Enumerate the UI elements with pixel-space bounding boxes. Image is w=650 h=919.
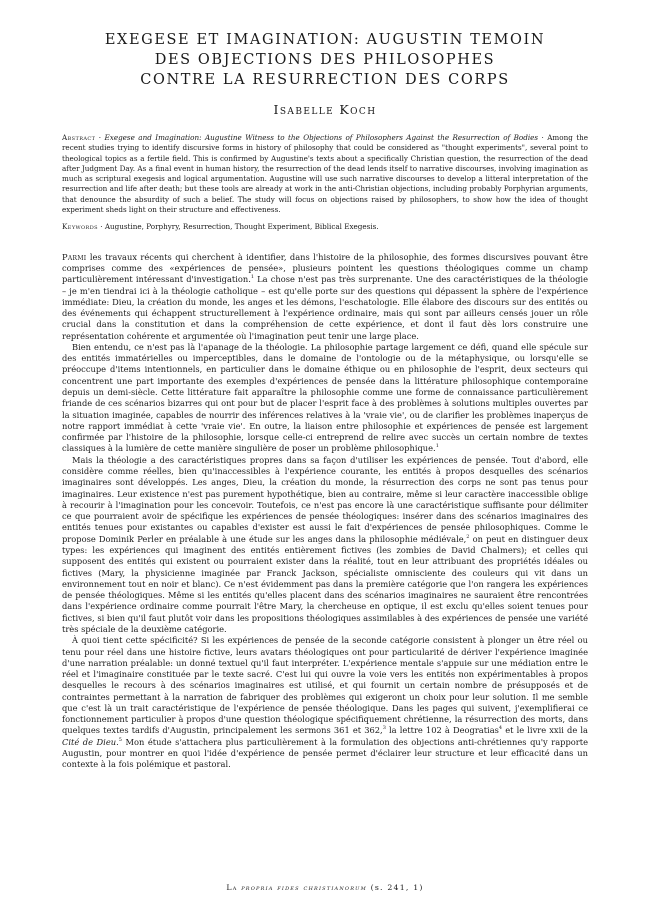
abstract-separator: · [95,133,105,142]
paragraph-1-text-b: La chose n'est pas très surprenante. Une des caractéristiques de la théologie – je m'en tiendrai ici à la théologie catholique – est qu'elle porte sur des questions qui dépassent la sphère de l'expérience immédiate: Dieu, la création du monde, les anges et les démons, l'eschatologie. Elle élabore des discours sur des entités ou des événements qui échappent structurellement à l'expérience ordinaire, mais qui sont par ailleurs censés jouer un rôle crucial dans la constitution et dans la compréhension de cette expérience, et dont il faut dès lors construire une représentation cohérente et argumentée où l'imagination peut tenir une large place. [62,274,588,341]
drop-lead-word: Parmi [62,251,87,262]
title-line-3: CONTRE LA RESURRECTION DES CORPS [140,72,510,88]
abstract-text: · Among the recent studies trying to identify discursive forms in history of philosophy that could be considered as "thought experiments", several point to theological topics as a fertile field. This is confirmed by Augustine's texts about a specifically Christian question, the resurrection of the dead after Judgment Day. As a final event in human history, the resurrection of the dead lends itself to narrative discourses, involving imagination as much as scriptural exegesis and logical argumentation. Augustine will use such narrative discourses to develop a litteral interpretation of the resurrection and life after death; but these tools are already at work in the anti-Christian objections, including probably Porphyrian arguments, that denounce the absurdity of such a belief. The study will focus on objections raised by philosophers, to show how the idea of thought experiment sheds light on their structure and effectiveness. [62,133,588,215]
paragraph-2-text: Bien entendu, ce n'est pas là l'apanage de la théologie. La philosophie partage largement ce défi, quand elle spécule sur des entités immatérielles ou imperceptibles, dans le domaine de l'ontologie ou de la métaphysique, ou lorsqu'elle se préoccupe d'items intentionnels, en particulier dans le domaine éthique ou en philosophie de l'esprit, deux secteurs qui concentrent une part importante des exemples d'expériences de pensée dans la littérature philosophique contemporaine depuis un demi-siècle. Cette littérature fait apparaître la philosophie comme une forme de connaissance particulièrement friande de ces scénarios bizarres qui ont pour but de placer l'esprit face à des problèmes à solutions multiples ouvertes par la situation imaginée, capables de nourrir des inférences relatives à la 'vraie vie', ou de clarifier les problèmes inaperçus de notre rapport immédiat à cette 'vraie vie'. En outre, la liaison entre philosophie et expériences de pensée est largement confirmée par l'histoire de la philosophie, lorsque celle-ci entreprend de relire avec succès un certain nombre de textes classiques à la lumière de cette manière singulière de poser un problème philosophique. [62,341,588,454]
paragraph-1-text-a: les travaux récents qui cherchent à identifier, dans l'histoire de la philosophie, des formes discursives pouvant être comprises comme des «expériences de pensée», plusieurs pointent les questions théologiques comme un champ particulièrement intéressant d'investigation. [62,251,588,285]
title-line-2: DES OBJECTIONS DES PHILOSOPHES [154,52,496,68]
paragraph-4-text-c: et le livre xxii de la [502,725,588,736]
footnote-ref-2: 1 [435,443,439,450]
paragraph-3-text-a: Mais la théologie a des caractéristiques propres dans sa façon d'utiliser les expériences de pensée. Tout d'abord, elle considère comme réelles, bien qu'inaccessibles à l'expérience courante, les entités à propos desquelles des scénarios imaginaires sont développés. Les anges, Dieu, la création du monde, la résurrection des corps ne sont pas tenus pour imaginaires. Leur existence n'est pas purement hypothétique, bien au contraire, même si leur caractère inaccessible oblige à recourir à l'imagination pour les concevoir. Toutefois, ce n'est pas encore là une caractéristique suffisante pour délimiter ce que pourraient avoir de spécifique les expériences de pensée théologiques: insérer dans des scénarios imaginaires des entités tenues pour existantes ou capables d'exister est aussi le fait d'expériences de pensée philosophiques. Comme le propose Dominik Perler en préalable à une étude sur les anges dans la philosophie médiévale, [62,454,588,544]
paragraph-2 [62,342,588,455]
paragraph-4-text-b: la lettre 102 à Deogratias [385,725,499,736]
work-title: Cité de Dieu [62,736,117,747]
footnote-ref-4: 3 [382,725,386,732]
paragraph-3-text-b: on peut en distinguer deux types: les expériences qui imaginent des entités entièrement fictives (les zombies de David Chalmers); et celles qui supposent des entités qui existent ou pourraient exister dans la réalité, tout en leur attribuant des propriétés idéales ou fictives (Mary, la physicienne imaginée par Franck Jackson, spécialiste omnisciente des couleurs qui vit dans un environnement tout en noir et blanc). Ce n'est évidemment pas dans la première catégorie que l'on rangera les expériences de pensée théologiques. Même si les entités qu'elles placent dans des scénarios imaginaires ne sauraient être rencontrées dans l'expérience ordinaire comme pourrait l'être Mary, la chercheuse en optique, il est exclu qu'elles soient tenues pour fictives, si bien qu'il faut plutôt voir dans les propositions théologiques assimilables à des expériences de pensée une variété très spéciale de la deuxième catégorie. [62,533,588,634]
keywords-label: Keywords [62,222,98,232]
footer-title: propria fides christianorum [241,883,367,892]
abstract-label: Abstract [62,133,96,142]
abstract-english-title: Exegese and Imagination: Augustine Witness to the Objections of Philosophers Against the Resurrection of Bodies [104,133,539,142]
keywords-text: · Augustine, Porphyry, Resurrection, Thought Experiment, Biblical Exegesis. [97,222,379,232]
running-footer [0,883,650,892]
paragraph-4-text-a: À quoi tient cette spécificité? Si les expériences de pensée de la seconde catégorie consistent à plonger un être réel ou tenu pour réel dans une histoire fictive, leurs avatars théologiques ont pour particularité de dériver l'expérience imaginée d'une narration préalable: un donné textuel qu'il faut interpréter. L'expérience mentale s'appuie sur une médiation entre le réel et l'imaginaire constituée par le texte sacré. C'est lui qui ouvre la voie vers les entités non expérimentables à propos desquelles le recours à des scénarios imaginaires est utilisé, et qui fournit un certain nombre de présupposés et de contraintes permettant à la narration de fabriquer des problèmes qui exigeront un choix pour leur solution. Il me semble que c'est là un trait caractéristique de l'expérience de pensée théologique. Dans les pages qui suivent, j'exemplifierai ce fonctionnement particulier à propos d'une question théologique spécifiquement chrétienne, la résurrection des morts, dans quelques textes tardifs d'Augustin, principalement les sermons 361 et 362, [62,635,588,736]
footnote-ref-1: 1 [250,274,255,281]
author-name: Isabelle Koch [273,102,377,117]
footnote-ref-5: 4 [498,725,503,732]
paragraph-4-text-e: Mon étude s'attachera plus particulièrement à la formulation des objections anti-chrétiennes qu'y rapporte Augustin, pour montrer en quoi l'idée d'expérience de pensée permet d'éclairer leur structure et leur efficacité dans un contexte à la fois polémique et pastoral. [62,736,588,770]
paragraph-1 [62,252,588,342]
keywords [62,222,588,232]
paragraph-4 [62,635,588,770]
paragraph-3 [62,455,588,636]
article-title [62,30,588,90]
footer-ref: (s. 241, 1) [366,883,424,892]
footnote-ref-6: 5 [118,737,122,743]
title-line-1: EXEGESE ET IMAGINATION: AUGUSTIN TEMOIN [104,32,546,48]
footnote-ref-3: 2 [466,533,470,540]
footer-lead: La [226,883,242,892]
abstract [62,133,588,215]
article-body [62,252,588,771]
paragraph-4-text-d: . [116,736,119,747]
